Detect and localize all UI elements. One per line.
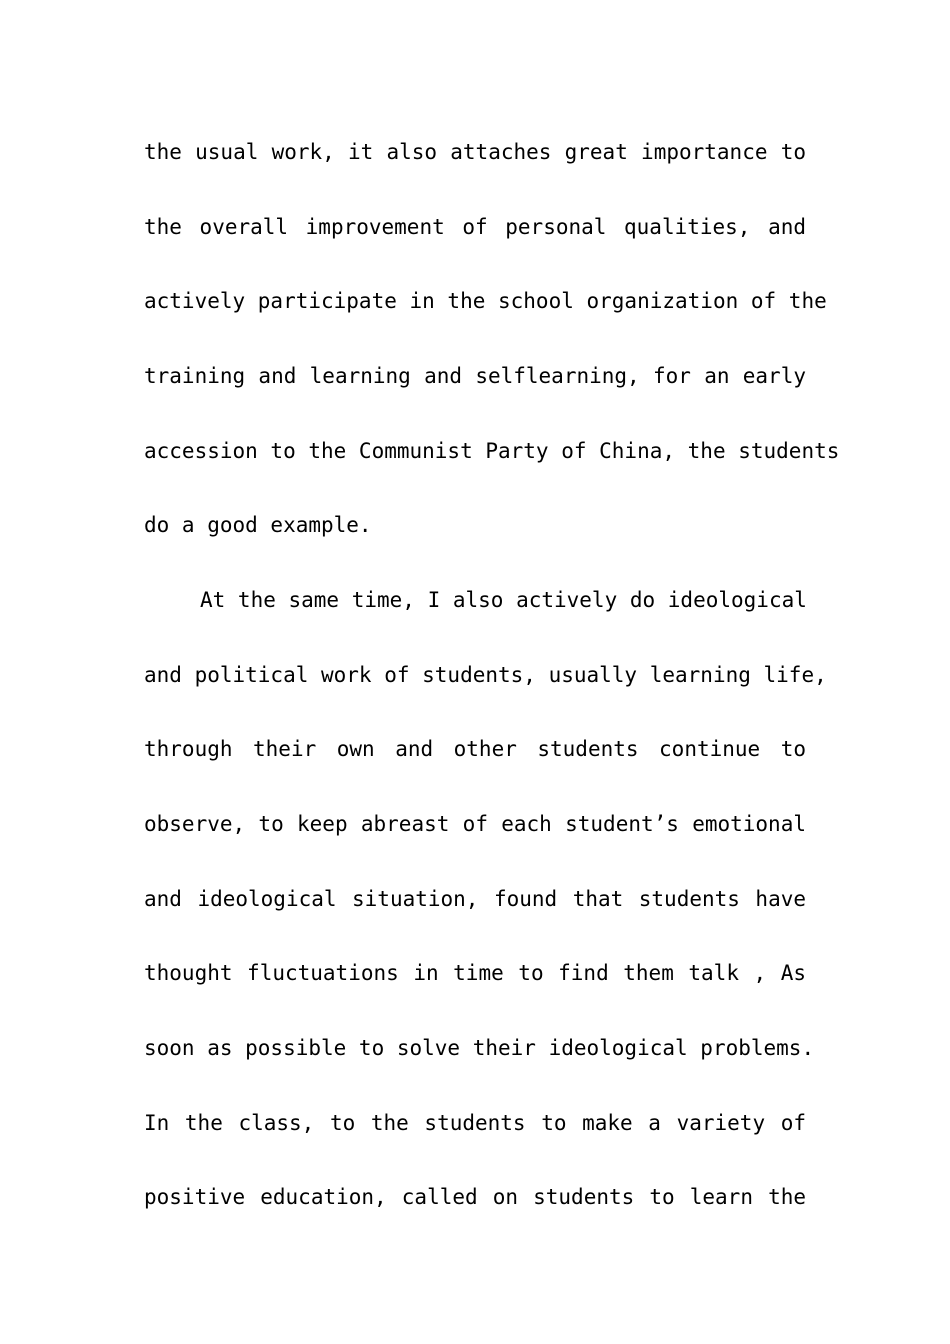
text-line: soon as possible to solve their ideological problems.	[144, 1036, 815, 1060]
text-line: through their own and other students continue to	[144, 737, 806, 761]
text-line: actively participate in the school organization of the	[144, 289, 827, 313]
text-line: observe, to keep abreast of each student’s emotional	[144, 812, 806, 836]
text-line: and ideological situation, found that students have	[144, 887, 806, 911]
paragraph-first-line: At the same time, I also actively do ideological	[200, 588, 807, 612]
text-line: do a good example.	[144, 513, 372, 537]
text-line: In the class, to the students to make a variety of	[144, 1111, 806, 1135]
text-line: the overall improvement of personal qualities, and	[144, 215, 806, 239]
text-line: training and learning and selflearning, for an early	[144, 364, 806, 388]
text-line: accession to the Communist Party of China, the students	[144, 439, 840, 463]
text-line: the usual work, it also attaches great importance to	[144, 140, 806, 164]
text-line: positive education, called on students to learn the	[144, 1185, 806, 1209]
text-line: and political work of students, usually learning life,	[144, 663, 827, 687]
text-line: thought fluctuations in time to find them talk , As	[144, 961, 806, 985]
